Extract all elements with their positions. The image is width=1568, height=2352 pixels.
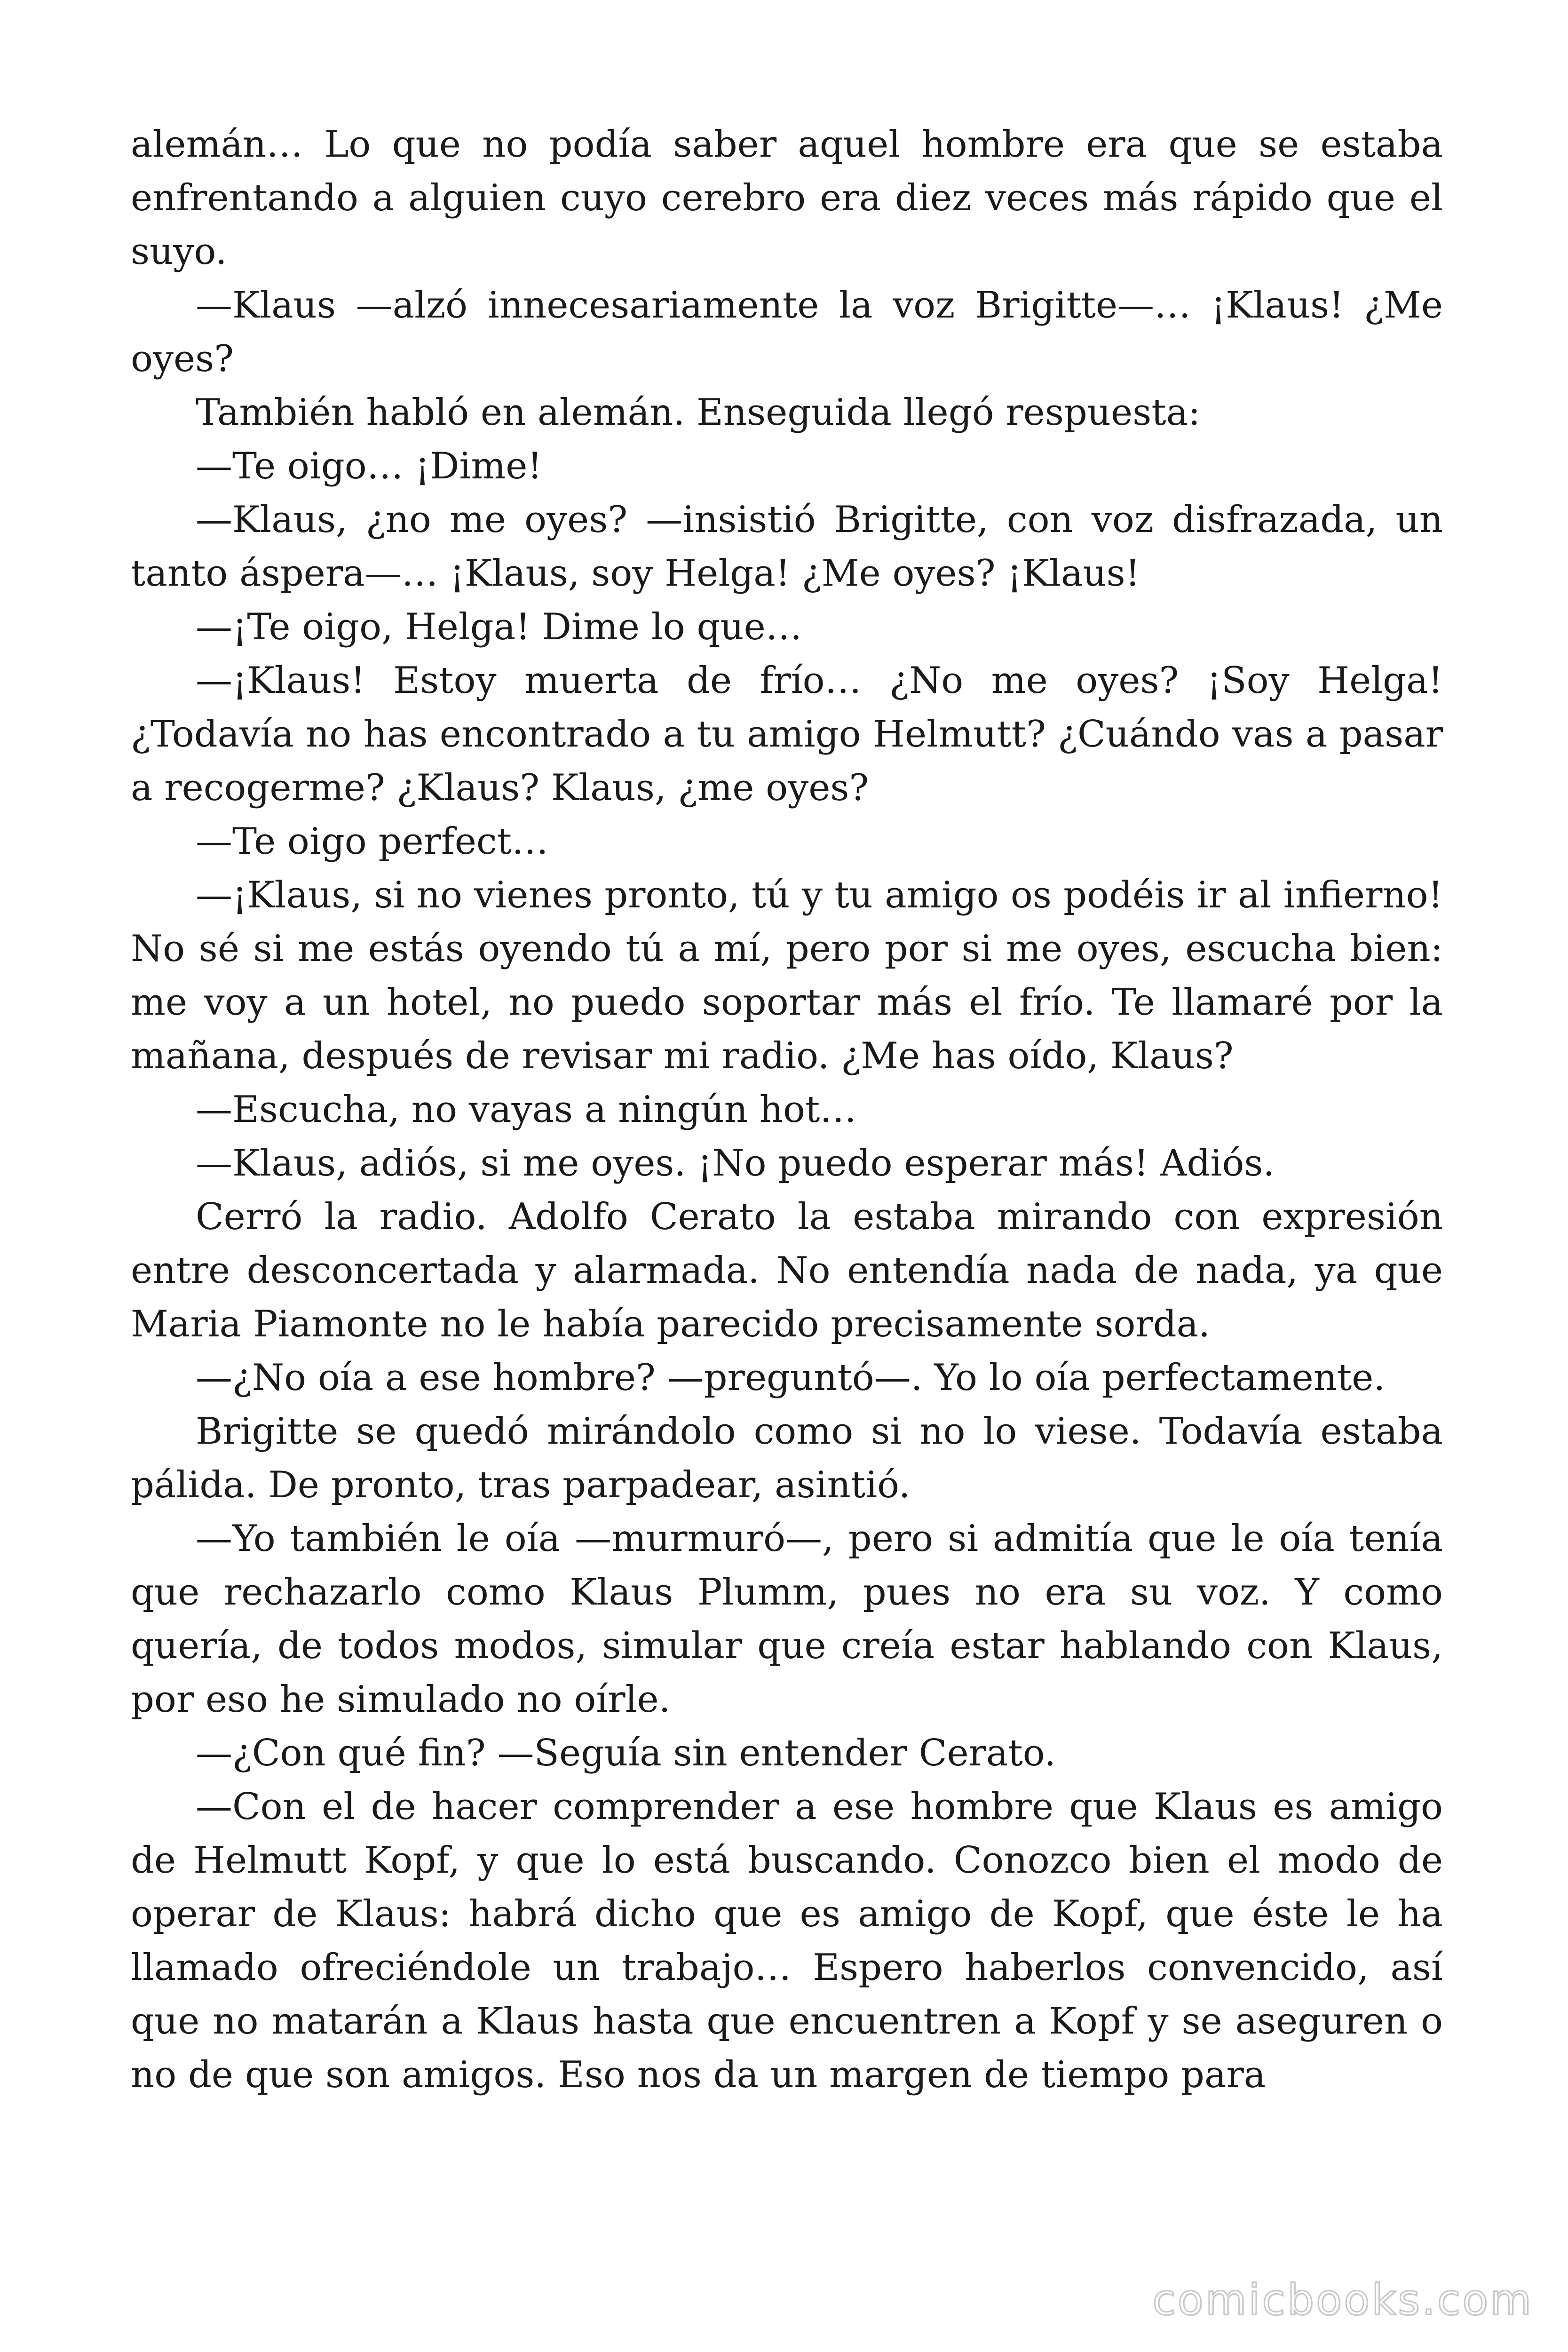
paragraph: alemán… Lo que no podía saber aquel hombre era que se estaba enfrentando a alguien cuyo cerebro era diez veces más rápido que el suyo. bbox=[131, 123, 1443, 273]
paragraph: —¡Te oigo, Helga! Dime lo que… bbox=[196, 606, 802, 648]
paragraph: —Te oigo perfect… bbox=[196, 820, 548, 863]
paragraph: —¡Klaus! Estoy muerta de frío… ¿No me oyes? ¡Soy Helga! ¿Todavía no has encontrado a tu amigo Helmutt? ¿Cuándo vas a pasar a recogerme? ¿Klaus? Klaus, ¿me oyes? bbox=[131, 660, 1443, 809]
paragraph: Brigitte se quedó mirándolo como si no lo viese. Todavía estaba pálida. De pronto, tras parpadear, asintió. bbox=[131, 1410, 1443, 1506]
paragraph: —¿No oía a ese hombre? —preguntó—. Yo lo oía perfectamente. bbox=[196, 1357, 1386, 1399]
paragraph: —Escucha, no vayas a ningún hot… bbox=[196, 1089, 857, 1131]
watermark: comicbooks.com bbox=[1152, 2275, 1533, 2325]
book-page-text bbox=[131, 118, 1443, 2102]
paragraph: —Yo también le oía —murmuró—, pero si admitía que le oía tenía que rechazarlo como Klaus Plumm, pues no era su voz. Y como quería, de todos modos, simular que creía estar hablando con Klaus, por eso he simulado no oírle. bbox=[131, 1518, 1443, 1721]
paragraph: También habló en alemán. Enseguida llegó respuesta: bbox=[196, 391, 1201, 434]
paragraph: —Te oigo… ¡Dime! bbox=[196, 445, 542, 487]
paragraph: —Klaus —alzó innecesariamente la voz Brigitte—… ¡Klaus! ¿Me oyes? bbox=[131, 284, 1443, 380]
paragraph: —Klaus, ¿no me oyes? —insistió Brigitte, con voz disfrazada, un tanto áspera—… ¡Klaus, soy Helga! ¿Me oyes? ¡Klaus! bbox=[131, 499, 1443, 595]
paragraph: —¡Klaus, si no vienes pronto, tú y tu amigo os podéis ir al infierno! No sé si me estás oyendo tú a mí, pero por si me oyes, escucha bien: me voy a un hotel, no puedo soportar más el frío. Te llamaré por la mañana, después de revisar mi radio. ¿Me has oído, Klaus? bbox=[131, 874, 1443, 1077]
paragraph: —Con el de hacer comprender a ese hombre que Klaus es amigo de Helmutt Kopf, y que lo está buscando. Conozco bien el modo de operar de Klaus: habrá dicho que es amigo de Kopf, que éste le ha llamado ofreciéndole un trabajo… Espero haberlos convencido, así que no matarán a Klaus hasta que encuentren a Kopf y se aseguren o no de que son amigos. Eso nos da un margen de tiempo para bbox=[131, 1786, 1443, 2096]
paragraph: —¿Con qué fin? —Seguía sin entender Cerato. bbox=[196, 1732, 1056, 1774]
paragraph: Cerró la radio. Adolfo Cerato la estaba mirando con expresión entre desconcertada y alarmada. No entendía nada de nada, ya que Maria Piamonte no le había parecido precisamente sorda. bbox=[131, 1196, 1443, 1345]
paragraph: —Klaus, adiós, si me oyes. ¡No puedo esperar más! Adiós. bbox=[196, 1142, 1275, 1184]
